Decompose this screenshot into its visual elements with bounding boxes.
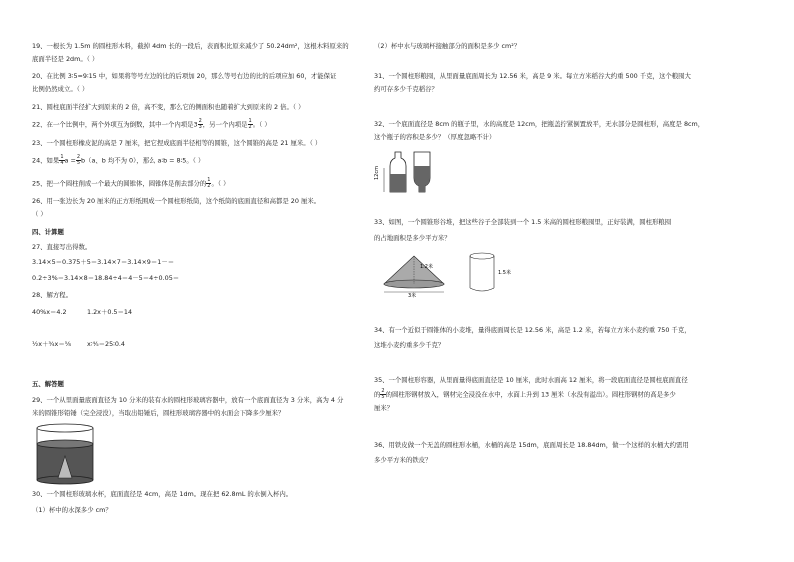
question-20-line2: 比例仍然成立。（ ） bbox=[32, 85, 89, 93]
fraction-numerator: 2 bbox=[198, 118, 202, 124]
question-25-suffix: 。（ ） bbox=[211, 179, 230, 188]
question-25-prefix: 25、把一个圆柱削成一个最大的圆锥体，圆锥体是削去部分的 bbox=[32, 179, 207, 188]
question-31-line1: 31、一个圆柱形粮囤，从里面量底面周长为 12.56 米，高是 9 米。每立方米稻谷大约重 500 千克，这个粮囤大 bbox=[374, 72, 691, 80]
bottle-figure bbox=[374, 148, 440, 194]
question-26-line1: 26、用一张边长为 20 厘米的正方形纸围成一个圆柱形纸筒，这个纸筒的底面直径和高都是 20 厘米。 bbox=[32, 197, 321, 205]
fraction-numerator: 1 bbox=[207, 177, 211, 183]
fraction-denominator: 5 bbox=[381, 394, 385, 400]
fraction-numerator: 1 bbox=[248, 118, 252, 124]
question-22-whole: 3 bbox=[193, 120, 198, 129]
fraction-denominator: 5 bbox=[76, 160, 80, 166]
question-36-line2: 多少平方米的铁皮？ bbox=[374, 456, 432, 464]
fraction-numerator: 2 bbox=[76, 154, 80, 160]
fraction-denominator: 2 bbox=[207, 183, 211, 189]
question-32-line1: 32、一个底面直径是 8cm 的瓶子里，水的高度是 12cm，把瓶盖拧紧倒置放平，无水部分是圆柱形，高度是 8cm， bbox=[374, 120, 705, 128]
question-34-line2: 这堆小麦约重多少千克？ bbox=[374, 341, 445, 349]
question-24-prefix: 24、如果 bbox=[32, 156, 60, 165]
question-21: 21、圆柱底面半径扩大到原来的 2 倍，高不变，那么它的侧面积也随着扩大到原来的 2 倍。（ ） bbox=[32, 103, 305, 111]
question-31-line2: 约可存多少千克稻谷？ bbox=[374, 85, 438, 93]
inverted-water bbox=[414, 166, 430, 192]
question-22 bbox=[32, 119, 271, 130]
cylinder-top bbox=[37, 424, 93, 432]
granary-top bbox=[470, 253, 494, 259]
granary-base bbox=[470, 288, 494, 291]
section-5-heading: 五、解答题 bbox=[32, 380, 64, 388]
question-35-middle: 的圆柱形钢材放入，钢材完全浸没在水中，水面上升到 13 厘米（水没有溢出）。圆柱形钢材的高是多少 bbox=[385, 390, 676, 399]
question-27: 27、直接写出得数。 bbox=[32, 243, 92, 251]
fraction-denominator: 3 bbox=[198, 124, 202, 130]
question-19-line1: 19、一根长为 1.5m 的圆柱形木料，截掉 4dm 长的一段后，表面积比原来减少了 50.24dm²，这根木料原来的 bbox=[32, 42, 349, 50]
question-35-line2 bbox=[374, 389, 676, 400]
equation-2: 1.2x＋0.5＝14 bbox=[87, 308, 133, 316]
calc-row-1: 3.14×5＝0.375＋5＝3.14×7＝3.14×9＝1－＝ bbox=[32, 258, 175, 266]
question-29-line2: 米的圆锥形铅锤（完全浸没），当取出铅锤后，圆柱形玻璃容器中的水面会下降多少厘米？ bbox=[32, 409, 285, 417]
question-28: 28、解方程。 bbox=[32, 291, 73, 299]
question-23: 23、一个圆柱形橡皮泥的高是 7 厘米，把它捏成底面半径相等的圆锥，这个圆锥的高是 21 厘米。（ ） bbox=[32, 139, 322, 147]
fraction-denominator: 2 bbox=[248, 124, 252, 130]
upright-water bbox=[390, 174, 406, 192]
question-24-middle: a = bbox=[64, 156, 76, 165]
fraction-numerator: 1 bbox=[60, 154, 64, 160]
question-24-suffix: b（a、b 均不为 0），那么 a∶b = 8∶5。（ ） bbox=[81, 156, 205, 165]
grain-pile-figure bbox=[382, 250, 512, 298]
fraction-denominator: 4 bbox=[60, 160, 64, 166]
equation-3: ½x＋¾x＝⅝ bbox=[32, 340, 71, 348]
question-22-suffix: 。（ ） bbox=[252, 120, 271, 129]
calc-row-2: 0.2÷3%＝3.14×8＝18.84÷4＝4－5＝4÷0.05＝ bbox=[32, 274, 180, 282]
question-30-part1: （1）杯中的水深多少 cm？ bbox=[32, 506, 112, 514]
question-22-prefix: 22、在一个比例中，两个外项互为倒数，其中一个内项是 bbox=[32, 120, 194, 129]
question-34-line1: 34、有一个近似于圆锥体的小麦堆，量得底面周长是 12.56 米，高是 1.2 米，若每立方米小麦约重 750 千克， bbox=[374, 326, 691, 334]
question-20-line1: 20、在比例 3∶5=9∶15 中，如果将等号左边的比的后项加 20，那么等号右边的比的后项应加 60，才能保证 bbox=[32, 72, 337, 80]
fraction-numerator: 2 bbox=[381, 388, 385, 394]
granary-height-label: 1.5米 bbox=[498, 270, 511, 276]
cone-diameter-label: 3米 bbox=[408, 293, 417, 299]
question-35-line3: 厘米？ bbox=[374, 404, 394, 412]
cone-height-label: 1.2米 bbox=[420, 264, 433, 270]
water-surface bbox=[37, 440, 93, 448]
bottle-height-label: 12cm bbox=[374, 166, 380, 180]
question-33-line2: 的占地面积是多少平方米？ bbox=[374, 234, 451, 242]
equation-4: x∶⅘＝25∶0.4 bbox=[87, 340, 125, 348]
question-19-line2: 底面半径是 2dm。（ ） bbox=[32, 55, 99, 63]
question-35-prefix: 的 bbox=[374, 390, 381, 399]
question-35-line1: 35、一个圆柱形容器，从里面量得底面直径是 10 厘米，此时水面高 12 厘米，将一段底面直径是圆柱底面直径 bbox=[374, 376, 688, 384]
equation-1: 40%x＝4.2 bbox=[32, 308, 67, 316]
section-4-heading: 四、计算题 bbox=[32, 228, 64, 236]
question-30: 30、一个圆柱形玻璃水杯，底面直径是 4cm，高是 1dm。现在把 62.8mL 的水倒入杯内。 bbox=[32, 490, 293, 498]
question-22-middle: ，另一个内项是 bbox=[202, 120, 248, 129]
question-32-line2: 这个瓶子的容积是多少？（厚度忽略不计） bbox=[374, 133, 496, 141]
question-24 bbox=[32, 155, 204, 166]
question-36-line1: 36、用铁皮做一个无盖的圆柱形水桶，水桶的高是 15dm，底面周长是 18.84dm，做一个这样的水桶大约需用 bbox=[374, 441, 689, 449]
question-30-part2: （2）杯中水与玻璃杯接触部分的面积是多少 cm²？ bbox=[374, 42, 521, 50]
question-25 bbox=[32, 178, 230, 189]
question-33-line1: 33、如图，一个圆锥形谷堆，把这些谷子全部装到一个 1.5 米高的圆柱形粮囤里，正好装满，圆柱形粮囤 bbox=[374, 218, 672, 226]
cylinder-with-cone-figure bbox=[36, 422, 96, 486]
question-29-line1: 29、一个从里面量底面直径为 10 分米的装有水的圆柱形玻璃容器中，放有一个底面直径为 3 分米，高为 4 分 bbox=[32, 396, 344, 404]
question-26-line2: （ ） bbox=[32, 210, 47, 218]
